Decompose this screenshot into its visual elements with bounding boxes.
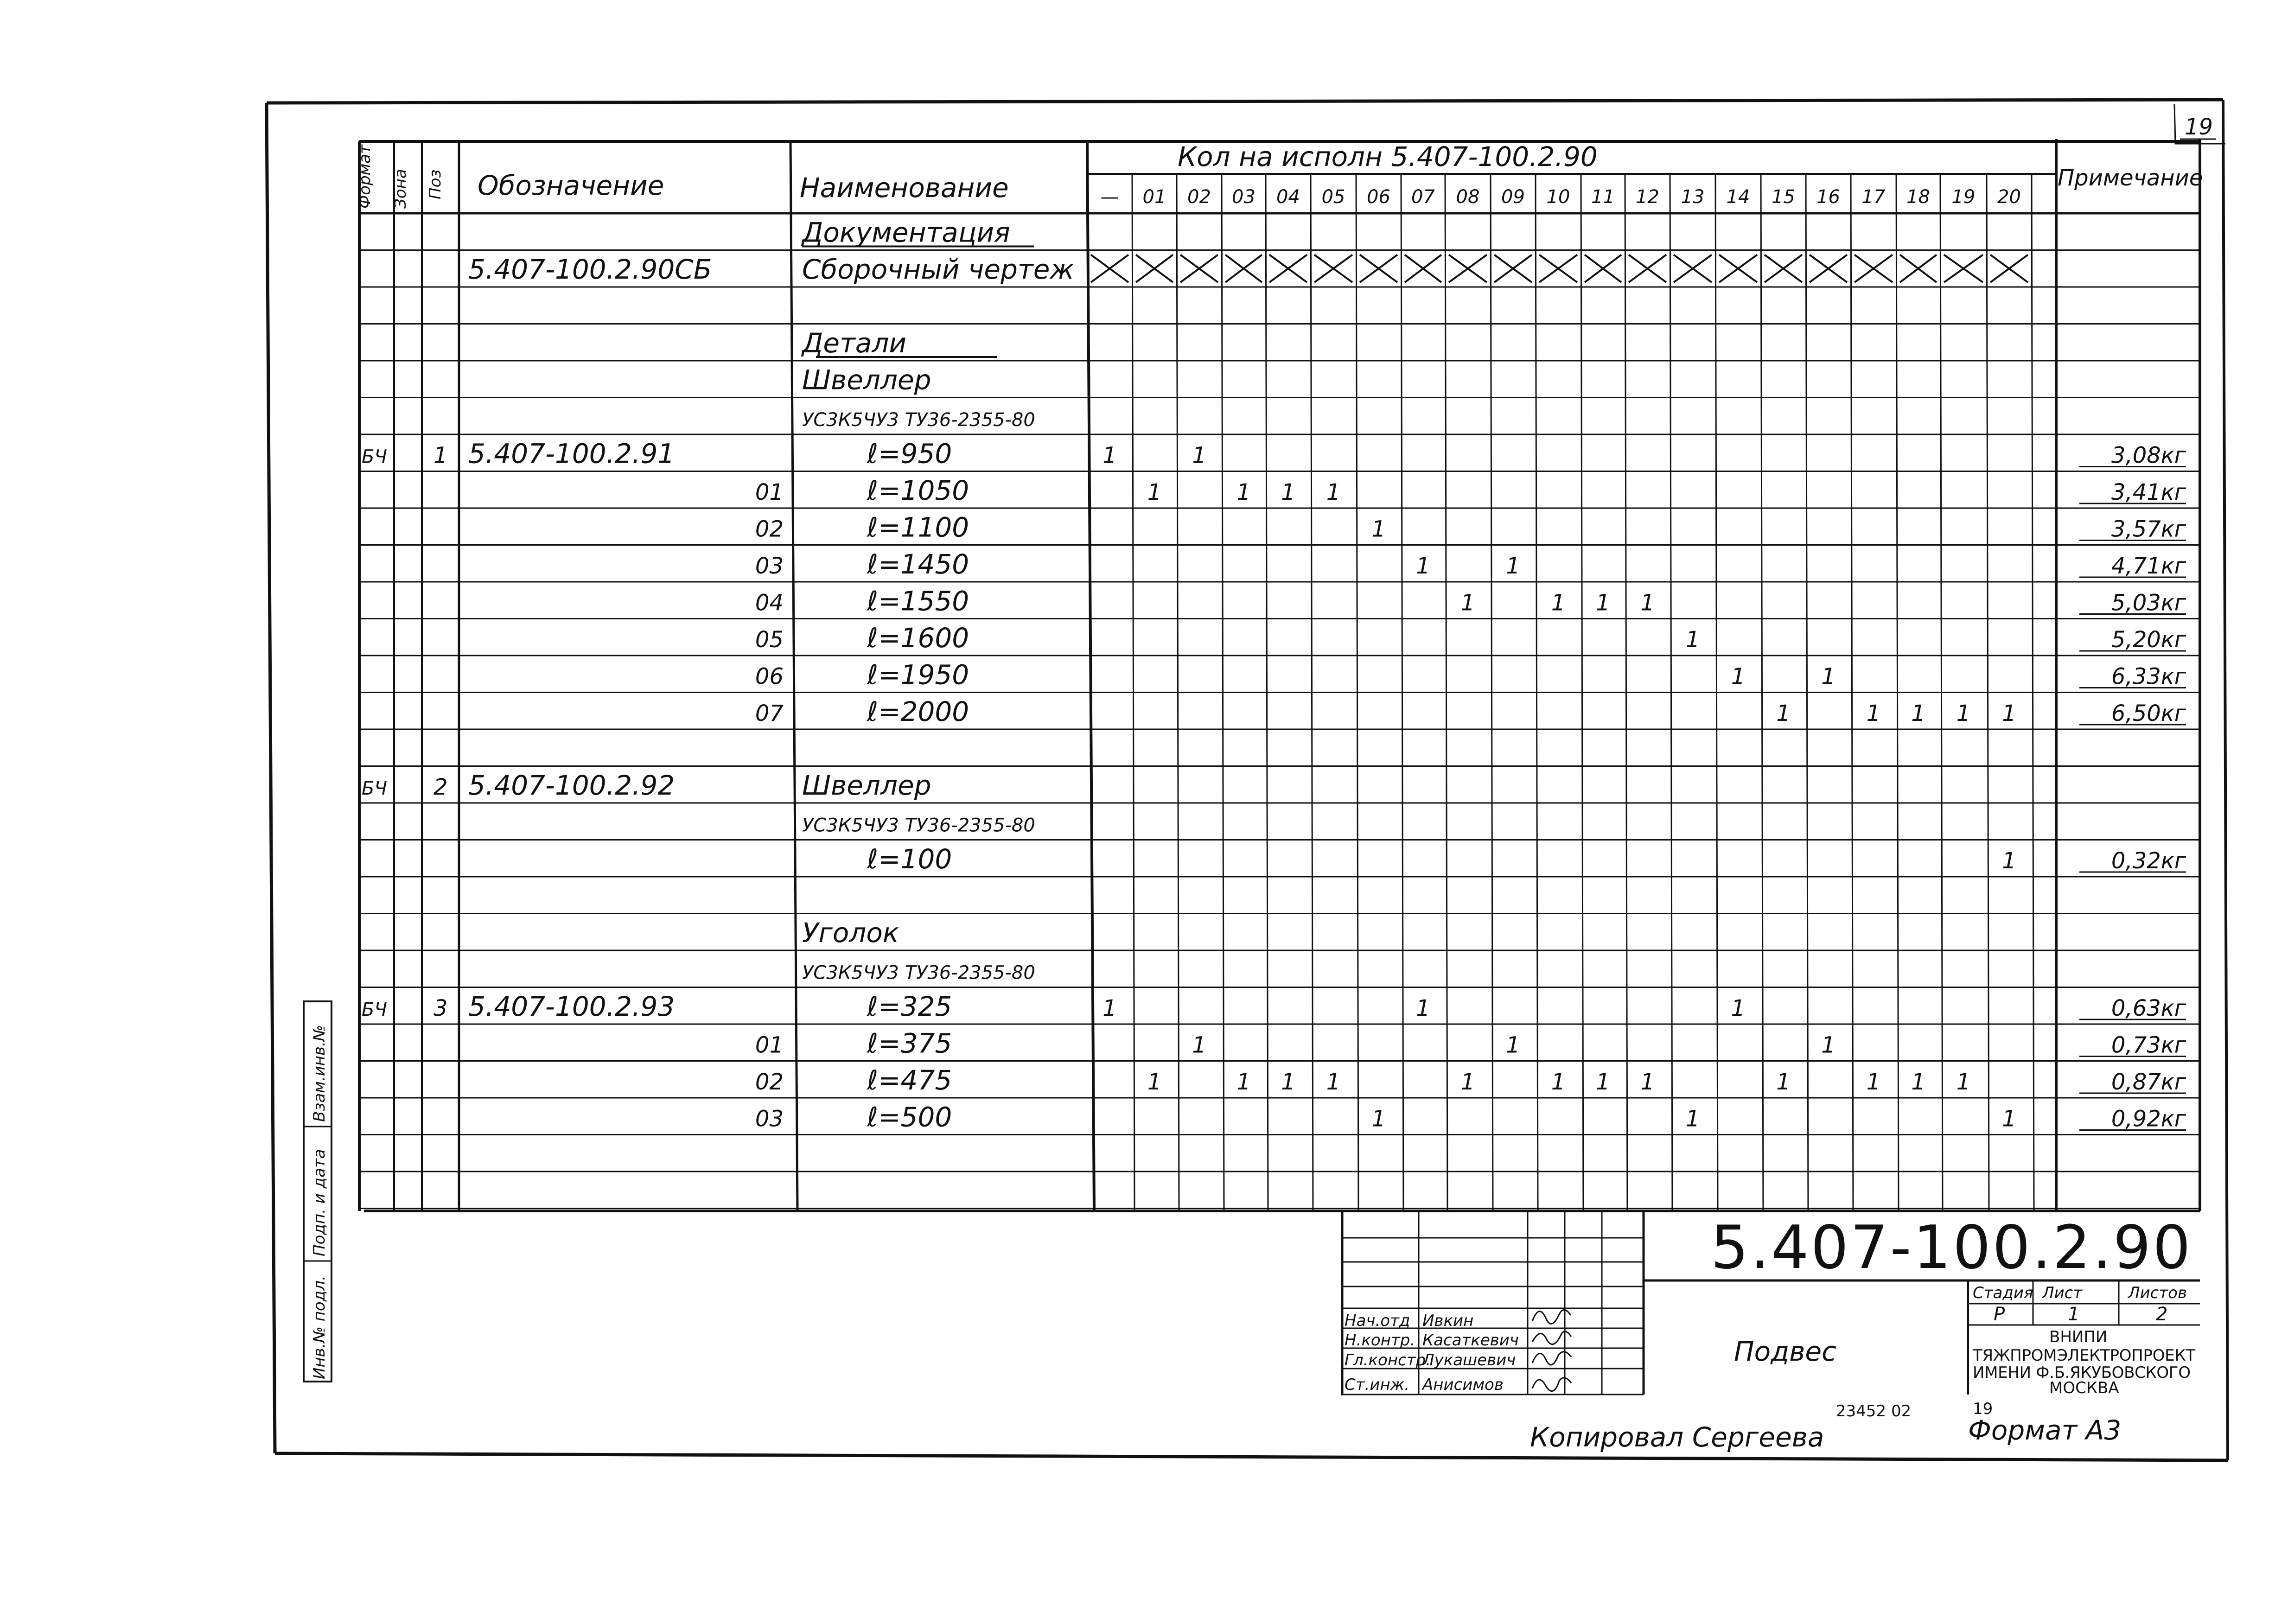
row-name: ℓ=475: [867, 1064, 952, 1096]
table-row: [468, 254, 2028, 285]
footer: [1530, 1400, 2121, 1453]
row-note: 4,71кг: [2111, 553, 2186, 579]
table-row: [755, 1102, 2186, 1133]
sheet-small: 19: [1973, 1400, 1993, 1418]
qty-mark-x: [1585, 255, 1621, 283]
qty-mark-x: [1539, 255, 1577, 283]
row-note: 0,87кг: [2111, 1069, 2186, 1095]
row-designation: 04: [755, 590, 784, 616]
qty-mark-x: [1810, 255, 1847, 283]
qty-mark-x: [1180, 255, 1218, 283]
row-note: 0,92кг: [2111, 1106, 2186, 1132]
row-note: 0,32кг: [2111, 848, 2186, 874]
stamp-vzam-inv: Взам.инв.№: [310, 1025, 329, 1122]
qty-mark: 1: [2002, 1106, 2016, 1132]
variant-header: 10: [1546, 186, 1570, 208]
row-note: 6,50кг: [2111, 701, 2186, 726]
row-designation: 03: [755, 1106, 784, 1132]
header-designation: Обозначение: [478, 170, 664, 201]
qty-mark: 1: [1685, 1106, 1700, 1132]
qty-mark: 1: [1596, 590, 1610, 616]
org-line-2: ТЯЖПРОМЭЛЕКТРОПРОЕКТ: [1973, 1346, 2195, 1365]
qty-mark: 1: [1506, 1032, 1520, 1058]
row-name: УС3К5ЧУ3 ТУ36-2355-80: [802, 409, 1035, 431]
org-line-3: ИМЕНИ Ф.Б.ЯКУБОВСКОГО: [1973, 1363, 2191, 1382]
qty-mark-x: [1900, 255, 1937, 283]
qty-mark: 1: [1103, 442, 1117, 469]
qty-mark-x: [1629, 255, 1666, 283]
sign-role-3: Гл.констр.: [1345, 1351, 1431, 1369]
table-row: [802, 409, 1035, 431]
table-row: [802, 962, 1035, 984]
row-name: ℓ=1950: [867, 659, 969, 691]
row-name: ℓ=500: [867, 1101, 952, 1133]
qty-mark-x: [1494, 255, 1532, 283]
inv-number: 23452 02: [1836, 1402, 1912, 1420]
page-number: 19: [2185, 114, 2213, 140]
row-name: Швеллер: [802, 770, 931, 801]
row-designation: 07: [755, 701, 784, 726]
qty-mark: 1: [1821, 1032, 1835, 1058]
title-block: [364, 1211, 2200, 1397]
row-name: ℓ=1450: [867, 548, 969, 580]
qty-mark: 1: [1551, 590, 1566, 616]
qty-mark: 1: [1147, 1069, 1162, 1095]
stamp-podp-data: Подп. и дата: [310, 1149, 329, 1256]
row-designation: 02: [755, 516, 784, 542]
table-row: [755, 622, 2186, 654]
qty-mark: 1: [1731, 995, 1746, 1021]
variant-header: 13: [1681, 186, 1705, 208]
table-row: [801, 327, 997, 359]
qty-mark: 1: [1506, 553, 1520, 579]
row-note: 0,63кг: [2111, 995, 2186, 1021]
table-row: [802, 364, 931, 396]
format-label: Формат А3: [1968, 1414, 2122, 1446]
table-row: [802, 815, 1035, 836]
qty-mark: 1: [1416, 553, 1430, 579]
side-stamp: [304, 1001, 331, 1382]
row-name: ℓ=1050: [867, 475, 969, 506]
qty-mark: 1: [1596, 1069, 1610, 1095]
qty-mark-x: [1091, 255, 1128, 283]
qty-mark: 1: [1236, 1069, 1251, 1095]
qty-mark-x: [1136, 255, 1173, 283]
qty-mark-x: [1405, 255, 1441, 283]
row-name: ℓ=325: [867, 991, 952, 1022]
row-designation: 06: [755, 663, 784, 690]
sign-role-2: Н.контр.: [1345, 1331, 1415, 1350]
row-designation: 02: [755, 1069, 784, 1095]
qty-mark: 1: [1371, 516, 1386, 542]
variant-header: 02: [1187, 186, 1211, 208]
table-row: [755, 1064, 2186, 1096]
table-row: [802, 917, 899, 949]
qty-mark: 1: [1326, 1069, 1341, 1095]
row-name: ℓ=1550: [867, 585, 969, 617]
variant-header: 01: [1142, 186, 1166, 208]
qty-mark: 1: [1460, 590, 1475, 616]
row-format: БЧ: [362, 999, 387, 1020]
row-name: ℓ=2000: [867, 696, 969, 727]
qty-mark: 1: [1866, 1069, 1881, 1095]
row-name: ℓ=100: [867, 843, 952, 875]
qty-mark: 1: [1640, 1069, 1655, 1095]
qty-mark-x: [1674, 255, 1712, 283]
table-row: [801, 217, 1034, 248]
value-stage: Р: [1994, 1304, 2005, 1325]
row-name: УС3К5ЧУ3 ТУ36-2355-80: [802, 815, 1035, 836]
sign-name-2: Касаткевич: [1422, 1331, 1519, 1350]
row-name: ℓ=1100: [867, 511, 969, 543]
sign-name-4: Анисимов: [1422, 1376, 1504, 1394]
row-note: 5,20кг: [2111, 627, 2186, 653]
row-note: 3,08кг: [2111, 442, 2186, 469]
qty-mark: 1: [1640, 590, 1655, 616]
org-line-4: МОСКВА: [2049, 1379, 2119, 1397]
qty-mark: 1: [1956, 701, 1971, 726]
variant-header: 20: [1997, 186, 2021, 208]
qty-mark-x: [1765, 255, 1802, 283]
variant-header: 14: [1726, 186, 1750, 208]
table-row: [362, 770, 931, 801]
qty-mark: 1: [1371, 1106, 1386, 1132]
sign-role-1: Нач.отд: [1345, 1312, 1410, 1330]
row-name: ℓ=375: [867, 1027, 952, 1059]
row-note: 6,33кг: [2111, 663, 2186, 690]
grid-vline-designation: [790, 141, 797, 1211]
qty-mark-x: [1360, 255, 1397, 283]
spec-rows: [362, 217, 2186, 1133]
qty-mark-x: [1269, 255, 1307, 283]
sign-name-3: Лукашевич: [1422, 1351, 1516, 1369]
qty-mark: 1: [1911, 701, 1925, 726]
row-position: 3: [433, 995, 448, 1021]
qty-mark: 1: [1821, 663, 1835, 690]
variant-header: 19: [1951, 186, 1976, 208]
row-name: Сборочный чертеж: [802, 254, 1074, 285]
variant-headers: [1101, 186, 2021, 208]
row-note: 3,57кг: [2111, 516, 2186, 542]
copied-by: Копировал Сергеева: [1530, 1421, 1824, 1453]
qty-mark: 1: [1236, 479, 1251, 505]
row-designation: 5.407-100.2.93: [468, 991, 675, 1022]
row-name: Швеллер: [802, 364, 931, 396]
table-row: [755, 1028, 2186, 1059]
row-name: Документация: [802, 217, 1010, 248]
header-qty-title: Кол на исполн 5.407-100.2.90: [1178, 141, 1598, 172]
qty-mark: 1: [1281, 1069, 1295, 1095]
table-row: [362, 991, 2186, 1022]
row-designation: 5.407-100.2.91: [468, 438, 675, 470]
qty-mark: 1: [2002, 701, 2016, 726]
qty-mark: 1: [1192, 1032, 1206, 1058]
qty-mark: 1: [1731, 663, 1746, 690]
variant-header: 03: [1232, 186, 1256, 208]
qty-mark-x: [1944, 255, 1983, 283]
table-row: [362, 438, 2186, 470]
variant-header: 16: [1816, 186, 1840, 208]
qty-mark: 1: [1776, 1069, 1791, 1095]
row-position: 1: [433, 442, 448, 469]
row-designation: 01: [755, 1032, 784, 1058]
table-row: [755, 512, 2186, 543]
qty-mark: 1: [1866, 701, 1881, 726]
variant-header: 18: [1906, 186, 1930, 208]
label-stage: Стадия: [1973, 1284, 2033, 1302]
variant-header: 17: [1861, 186, 1886, 208]
doc-code: 5.407-100.2.90: [1711, 1213, 2192, 1282]
row-note: 3,41кг: [2111, 479, 2186, 505]
qty-mark: 1: [1147, 479, 1162, 505]
qty-mark: 1: [1776, 701, 1791, 726]
qty-mark-x: [1719, 255, 1757, 283]
header-pos: Поз: [426, 169, 445, 199]
variant-header: 12: [1636, 186, 1659, 208]
qty-mark-x: [1855, 255, 1893, 283]
qty-mark: 1: [1956, 1069, 1971, 1095]
qty-mark-x: [1314, 255, 1352, 283]
variant-header: 06: [1367, 186, 1390, 208]
qty-mark: 1: [1103, 995, 1117, 1021]
row-designation: 03: [755, 553, 784, 579]
qty-mark-x: [1990, 255, 2028, 283]
table-row: [755, 475, 2186, 506]
row-note: 5,03кг: [2111, 590, 2186, 616]
qty-mark: 1: [1281, 479, 1295, 505]
row-name: ℓ=1600: [867, 622, 969, 654]
value-sheet: 1: [2068, 1304, 2080, 1325]
row-designation: 5.407-100.2.92: [468, 770, 675, 801]
stamp-inv-podl: Инв.№ подл.: [310, 1275, 329, 1379]
row-designation: 05: [755, 627, 784, 653]
variant-header: 09: [1501, 186, 1525, 208]
table-row: [755, 548, 2186, 580]
qty-mark: 1: [1685, 627, 1700, 653]
sign-name-1: Ивкин: [1422, 1312, 1474, 1330]
header-zone: Зона: [391, 169, 410, 209]
variant-header: 05: [1321, 186, 1345, 208]
row-name: УС3К5ЧУ3 ТУ36-2355-80: [802, 962, 1035, 984]
qty-mark: 1: [1192, 442, 1206, 469]
row-name: Детали: [802, 327, 907, 359]
label-sheets: Листов: [2128, 1284, 2187, 1302]
variant-header: 11: [1591, 186, 1615, 208]
row-name: Уголок: [802, 917, 899, 949]
table-row: [755, 696, 2186, 727]
variant-header: 07: [1411, 186, 1435, 208]
qty-mark: 1: [1326, 479, 1341, 505]
row-format: БЧ: [362, 778, 387, 799]
row-format: БЧ: [362, 446, 387, 468]
table-grid: [359, 139, 2200, 1211]
row-designation: 01: [755, 479, 784, 505]
qty-mark: 1: [1551, 1069, 1566, 1095]
variant-header: 08: [1456, 186, 1480, 208]
variant-header: 04: [1276, 186, 1300, 208]
row-name: ℓ=950: [867, 438, 952, 470]
label-sheet: Лист: [2042, 1284, 2083, 1302]
qty-mark: 1: [1416, 995, 1430, 1021]
qty-mark: 1: [1460, 1069, 1475, 1095]
grid-vline-name: [1087, 141, 1094, 1211]
title-podves: Подвес: [1734, 1336, 1836, 1367]
table-row: [755, 659, 2186, 691]
header-format: Формат: [356, 145, 374, 209]
qty-mark: 1: [1911, 1069, 1925, 1095]
table-row: [755, 586, 2186, 617]
qty-mark-x: [1449, 255, 1487, 283]
row-position: 2: [433, 774, 448, 800]
qty-mark: 1: [2002, 848, 2016, 874]
row-designation: 5.407-100.2.90СБ: [468, 254, 712, 285]
sign-role-4: Ст.инж.: [1345, 1376, 1410, 1394]
org-line-1: ВНИПИ: [2049, 1328, 2108, 1346]
qty-mark-x: [1225, 255, 1262, 283]
value-sheets: 2: [2156, 1304, 2168, 1325]
header-note: Примечание: [2058, 165, 2203, 191]
row-note: 0,73кг: [2111, 1032, 2186, 1058]
header-name: Наименование: [800, 172, 1009, 204]
variant-header: —: [1100, 186, 1119, 208]
variant-header: 15: [1772, 186, 1795, 208]
